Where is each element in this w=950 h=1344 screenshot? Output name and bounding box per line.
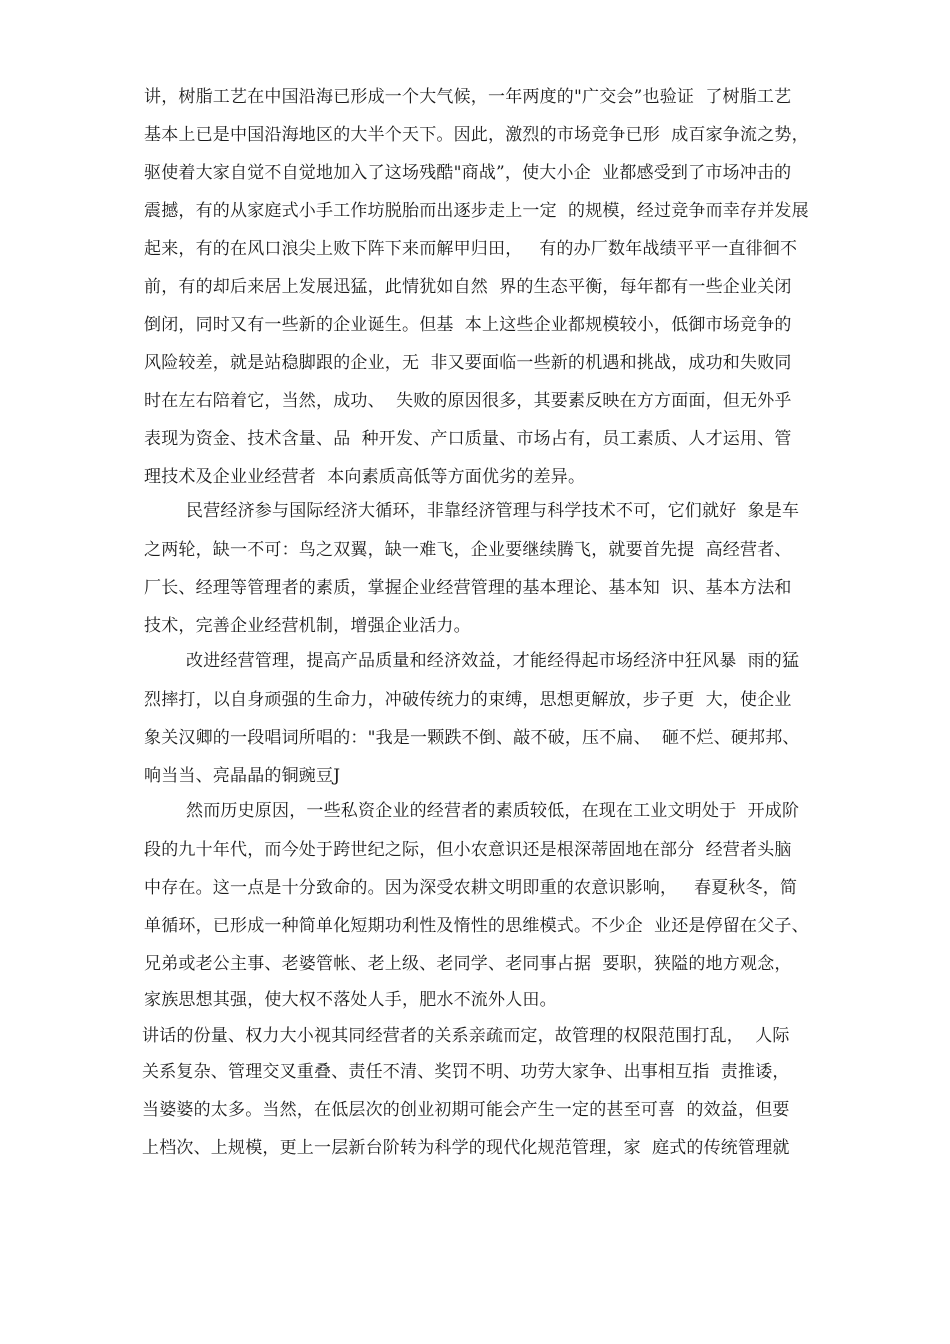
text-line: 厂长、经理等管理者的素质，掌握企业经营管理的基本理论、基本知 识、基本方法和 xyxy=(144,578,792,598)
text-line: 烈摔打，以自身顽强的生命力，冲破传统力的束缚，思想更解放，步子更 大，使企业 xyxy=(144,690,792,710)
text-line: 兄弟或老公主事、老婆管帐、老上级、老同学、老同事占据 要职，狭隘的地方观念， xyxy=(144,954,792,974)
text-line: 关系复杂、管理交叉重叠、责任不清、奖罚不明、功劳大家争、出事相互指 责推诿， xyxy=(142,1062,790,1082)
text-line: 前，有的却后来居上发展迅猛，此情犹如自然 界的生态平衡，每年都有一些企业关闭 xyxy=(144,277,792,297)
text-line: 讲话的份量、权力大小视其同经营者的关系亲疏而定，故管理的权限范围打乱， 人际 xyxy=(142,1026,790,1046)
text-line: 驱使着大家自觉不自觉地加入了这场残酷"商战”，使大小企 业都感受到了市场冲击的 xyxy=(144,163,792,183)
text-line: 之两轮，缺一不可：鸟之双翼，缺一难飞，企业要继续腾飞，就要首先提 高经营者、 xyxy=(144,540,792,560)
text-line: 倒闭，同时又有一些新的企业诞生。但基 本上这些企业都规模较小，低御市场竞争的 xyxy=(144,315,792,335)
text-line: 单循环，已形成一种简单化短期功利性及惰性的思维模式。不少企 业还是停留在父子、 xyxy=(144,916,809,936)
text-line: 技术，完善企业经营机制，增强企业活力。 xyxy=(144,616,471,636)
text-line: 上档次、上规模，更上一层新台阶转为科学的现代化规范管理，家 庭式的传统管理就 xyxy=(142,1138,790,1158)
text-line: 起来，有的在风口浪尖上败下阵下来而解甲归田， 有的办厂数年战绩平平一直徘徊不 xyxy=(144,239,798,259)
text-line: 讲，树脂工艺在中国沿海已形成一个大气候，一年两度的"广交会”也验证 了树脂工艺 xyxy=(144,87,792,107)
text-line: 理技术及企业业经营者 本向素质高低等方面优劣的差异。 xyxy=(144,467,586,487)
paragraph-first-line: 然而历史原因，一些私资企业的经营者的素质较低，在现在工业文明处于 开成阶 xyxy=(186,801,800,821)
text-line: 当婆婆的太多。当然，在低层次的创业初期可能会产生一定的甚至可喜 的效益，但要 xyxy=(142,1100,790,1120)
paragraph-first-line: 改进经营管理，提高产品质量和经济效益，才能经得起市场经济中狂风暴 雨的猛 xyxy=(186,651,800,671)
text-line: 响当当、亮晶晶的铜豌豆J xyxy=(144,766,341,786)
text-line: 段的九十年代，而今处于跨世纪之际，但小农意识还是根深蒂固地在部分 经营者头脑 xyxy=(144,840,792,860)
text-line: 表现为资金、技术含量、品 种开发、产口质量、市场占有，员工素质、人才运用、管 xyxy=(144,429,792,449)
text-line: 震撼，有的从家庭式小手工作坊脱胎而出逐步走上一定 的规模，经过竞争而幸存并发展 xyxy=(144,201,809,221)
text-line: 家族思想其强，使大权不落处人手，肥水不流外人田。 xyxy=(144,990,557,1010)
text-line: 象关汉卿的一段唱词所唱的："我是一颗跌不倒、敲不破，压不扁、 砸不烂、硬邦邦、 xyxy=(144,728,800,748)
text-line: 中存在。这一点是十分致命的。因为深受农耕文明即重的农意识影响， 春夏秋冬，简 xyxy=(144,878,798,898)
text-line: 时在左右陪着它，当然，成功、 失败的原因很多，其要素反映在方方面面，但无外乎 xyxy=(144,391,792,411)
text-line: 基本上已是中国沿海地区的大半个天下。因此，激烈的市场竞争已形 成百家争流之势， xyxy=(144,125,809,145)
paragraph-first-line: 民营经济参与国际经济大循环，非靠经济管理与科学技术不可，它们就好 象是车 xyxy=(186,501,800,521)
text-line: 风险较差，就是站稳脚跟的企业，无 非又要面临一些新的机遇和挑战，成功和失败同 xyxy=(144,353,792,373)
